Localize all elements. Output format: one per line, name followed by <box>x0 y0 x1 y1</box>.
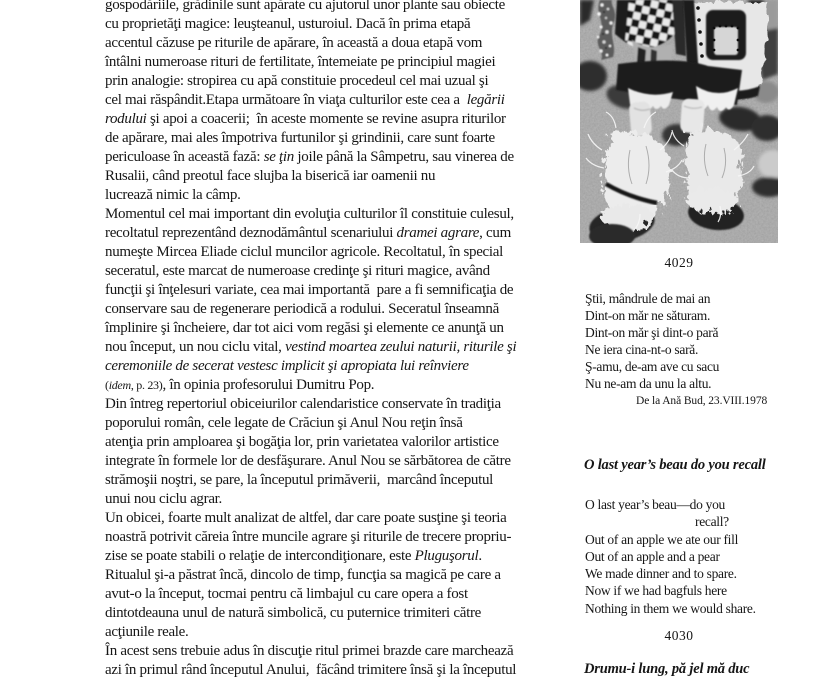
text-line: conservare sau de regenerare periodică a rodului. Seceratul înseamnă <box>105 301 499 317</box>
text-line: funcţii şi înţelesuri variate, cea mai importantă pare a fi semnificaţia de <box>105 282 514 298</box>
text-line: avut-o la început, tocmai pentru că limbajul cu care opera a fost <box>105 586 468 602</box>
text-line: prin analogie: stropirea cu apă constituie procedeul cel mai uzual şi <box>105 73 489 89</box>
text-line: Din întreg repertoriul obiceiurilor calendaristice conservate în tradiţia <box>105 396 501 412</box>
item-number-4030: 4030 <box>664 628 694 643</box>
right-column <box>580 0 826 675</box>
attribution: De la Ană Bud, 23.VIII.1978 <box>636 395 768 407</box>
folk-song-4029 <box>585 290 719 392</box>
poem-line: Ş-amu, de-am ave cu sacu <box>585 359 720 374</box>
poem-line: Dint-on măr ne săturam. <box>585 308 711 323</box>
text-line: lucrează nimic la câmp. <box>105 187 241 203</box>
poem-line: Out of an apple and a pear <box>585 548 720 564</box>
text-line: poporului român, cele legate de Crăciun şi Anul Nou reţin însă <box>105 415 463 431</box>
text-line: strămoşii noştri, se pare, la începutul primăverii, marcând începutul <box>105 472 494 488</box>
translation-poem <box>585 496 756 617</box>
text-line: periculoase în această fază: se ţin joile până la Sâmpetru, sau vinerea de <box>105 149 514 165</box>
text-line: seceratul, este marcat de numeroase credinţe şi rituri magice, având <box>105 263 490 279</box>
text-line: ceremoniile de secerat vestesc implicit şi apropiata lui reînviere <box>105 358 469 374</box>
left-column <box>105 0 595 680</box>
poem-line: We made dinner and to spare. <box>585 566 737 582</box>
text-line: întâlni numeroase rituri de fertilitate, întemeiate pe principiul magiei <box>105 54 496 70</box>
poem-line: Nu ne-am da unu la altu. <box>585 376 712 391</box>
poem-line: recall? <box>695 514 729 530</box>
poem-line: Nothing in them we would share. <box>585 600 756 616</box>
text-line: cel mai răspândit.Etapa următoare în viaţa culturilor este cea a legării <box>105 92 505 108</box>
text-line: împlinire şi încheiere, dar tot aici vom regăsi şi elemente ce anunţă un <box>105 320 504 336</box>
text-line: zise se poate stabili o relaţie de intercondiţionare, este Pluguşorul. <box>105 548 482 564</box>
poem-line: Ştii, mândrule de mai an <box>585 291 711 306</box>
text-line: rodului şi apoi a coacerii; în aceste momente se revine asupra riturilor <box>105 111 506 127</box>
item-number-4029: 4029 <box>664 255 694 270</box>
poem-line: Dint-on măr şi dint-o pară <box>585 325 719 340</box>
text-line: (idem, p. 23), în opinia profesorului Dumitru Pop. <box>105 377 375 393</box>
text-line: atenţia prin amploarea şi bogăţia lor, prin varietatea valorilor artistice <box>105 434 499 450</box>
text-line: dintotdeauna unul de natură simbolică, cu puternice trimiteri către <box>105 605 482 621</box>
folk-costume-photo <box>580 0 778 243</box>
text-line: Rusalii, când preotul face slujba la biserică iar oamenii nu <box>105 168 436 184</box>
text-line: gospodăriile, grădinile sunt apărate cu ajutorul unor plante sau obiecte <box>105 0 505 13</box>
text-line: Ritualul şi-a păstrat încă, dincolo de timp, funcţia sa magică pe care a <box>105 567 501 583</box>
text-line: accentul căzuse pe riturile de apărare, în această a doua etapă vom <box>105 35 483 51</box>
translation-title: O last year’s beau do you recall <box>584 457 766 473</box>
text-line: azi în primul rând începutul Anului, făcând trimitere însă şi la începutul <box>105 662 517 678</box>
poem-line: Now if we had bagfuls here <box>585 583 727 599</box>
next-song-title: Drumu-i lung, pă jel mă duc <box>584 661 750 677</box>
text-line: nou început, un nou ciclu vital, vestind moartea zeului naturii, riturile şi <box>105 339 517 355</box>
poem-line: Out of an apple we ate our fill <box>585 531 739 547</box>
text-line: Un obicei, foarte mult analizat de altfel, dar care poate susţine şi teoria <box>105 510 507 526</box>
text-line: recoltatul reprezentând deznodământul scenariului dramei agrare, cum <box>105 225 511 241</box>
text-line: noastră potrivit căreia între muncile agrare şi riturile de trecere propriu- <box>105 529 512 545</box>
text-line: unui nou ciclu agrar. <box>105 491 222 507</box>
text-line: În acest sens trebuie adus în discuţie ritul primei brazde care marchează <box>105 643 514 659</box>
poem-line: Ne iera cina-nt-o sară. <box>585 342 699 357</box>
text-line: de apărare, mai ales împotriva furtunilor şi grindinii, care sunt foarte <box>105 130 495 146</box>
text-line: acţiunile reale. <box>105 624 189 640</box>
poem-line: O last year’s beau—do you <box>585 497 725 512</box>
text-line: numeşte Mircea Eliade ciclul muncilor agricole. Recoltatul, în special <box>105 244 504 260</box>
text-line: integrate în formele lor de desfăşurare. Anul Nou se sărbătorea de către <box>105 453 511 469</box>
text-line: Momentul cel mai important din evoluţia culturilor îl constituie culesul, <box>105 206 514 222</box>
text-line: cu proprietăţi magice: leuşteanul, usturoiul. Dacă în prima etapă <box>105 16 471 32</box>
